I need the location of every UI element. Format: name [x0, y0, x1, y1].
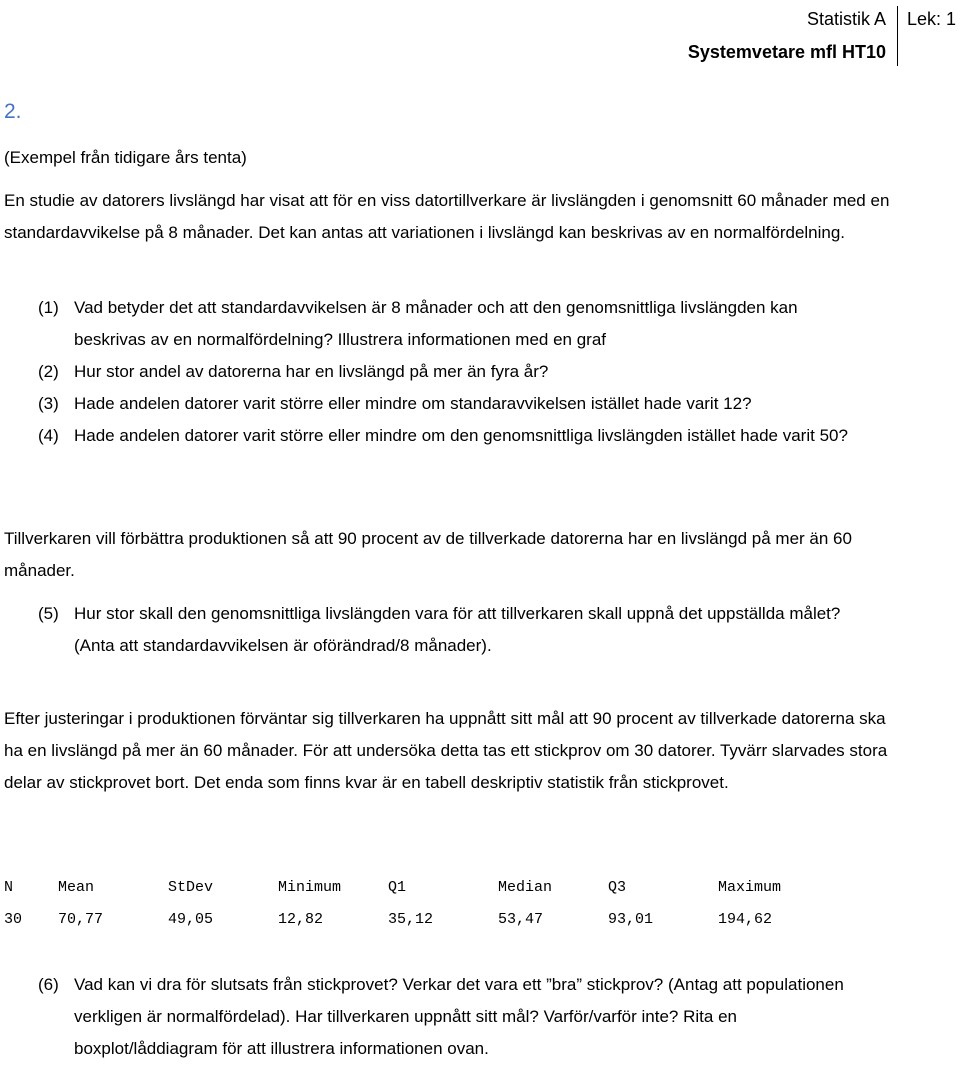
item-text: Hur stor skall den genomsnittliga livslängden vara för att tillverkaren skall uppnå det uppställda målet? (Anta att standardavvikelsen är oförändrad/8 månader). — [74, 604, 841, 655]
table-row — [4, 902, 828, 936]
table-cell: 35,12 — [388, 910, 434, 928]
lesson-label: Lek: 1 — [906, 9, 956, 29]
column-header: Mean — [58, 878, 95, 896]
table-cell: 93,01 — [608, 910, 654, 928]
sample-paragraph: Efter justeringar i produktionen förväntar sig tillverkaren ha uppnått sitt mål att 90 procent av tillverkade datorerna ska ha en livslängd på mer än 60 månader. För att undersöka detta tas ett stickprov om 30 datorer. Tyvärr slarvades stora delar av stickprovet bort. Det enda som finns kvar är en tabell deskriptiv statistik från stickprovet. — [4, 709, 888, 792]
table-cell: 12,82 — [278, 910, 324, 928]
intro-paragraph: En studie av datorers livslängd har visat att för en viss datortillverkare är livslängden i genomsnitt 60 månader med en standardavvikelse på 8 månader. Det kan antas att variationen i livslängd kan beskrivas av en normalfördelning. — [4, 191, 890, 242]
page-header — [0, 0, 960, 70]
header-divider — [897, 6, 898, 66]
list-item — [38, 292, 868, 356]
column-header: N — [4, 878, 14, 896]
item-text: Hade andelen datorer varit större eller mindre om den genomsnittliga livslängden istället hade varit 50? — [74, 426, 848, 445]
table-header-row — [4, 872, 828, 902]
column-header: StDev — [168, 878, 214, 896]
list-item — [38, 598, 868, 662]
program-title: Systemvetare mfl HT10 — [687, 42, 886, 62]
table-cell: 53,47 — [498, 910, 544, 928]
item-number: (2) — [38, 362, 59, 381]
item-number: (4) — [38, 426, 59, 445]
table-cell: 70,77 — [58, 910, 104, 928]
column-header: Minimum — [278, 878, 342, 896]
column-header: Q3 — [608, 878, 627, 896]
table-cell: 194,62 — [718, 910, 773, 928]
item-text: Hade andelen datorer varit större eller mindre om standaravvikelsen istället hade varit 12? — [74, 394, 752, 413]
list-item — [38, 356, 868, 388]
column-header: Maximum — [718, 878, 782, 896]
list-item — [38, 388, 868, 420]
example-note: (Exempel från tidigare års tenta) — [4, 148, 247, 167]
question-number: 2. — [4, 100, 22, 123]
table-cell: 49,05 — [168, 910, 214, 928]
item-text: Vad betyder det att standardavvikelsen är 8 månader och att den genomsnittliga livslängden kan beskrivas av en normalfördelning? Illustrera informationen med en graf — [74, 298, 798, 349]
item-text: Hur stor andel av datorerna har en livslängd på mer än fyra år? — [74, 362, 549, 381]
item-number: (1) — [38, 298, 59, 317]
goal-paragraph: Tillverkaren vill förbättra produktionen så att 90 procent av de tillverkade datorerna har en livslängd på mer än 60 månader. — [4, 529, 852, 580]
item-number: (3) — [38, 394, 59, 413]
column-header: Median — [498, 878, 553, 896]
list-item — [38, 420, 868, 452]
table-cell: 30 — [4, 910, 23, 928]
list-item — [38, 969, 868, 1065]
course-title: Statistik A — [806, 9, 886, 29]
item-number: (6) — [38, 975, 59, 994]
item-text: Vad kan vi dra för slutsats från stickprovet? Verkar det vara ett ”bra” stickprov? (Antag att populationen verkligen är normalfördelad). Har tillverkaren uppnått sitt mål? Varför/varför inte? Rita en boxplot/låddiagram för att illustrera informationen ovan. — [74, 975, 844, 1058]
column-header: Q1 — [388, 878, 407, 896]
descriptive-stats-table — [4, 872, 828, 936]
item-number: (5) — [38, 604, 59, 623]
